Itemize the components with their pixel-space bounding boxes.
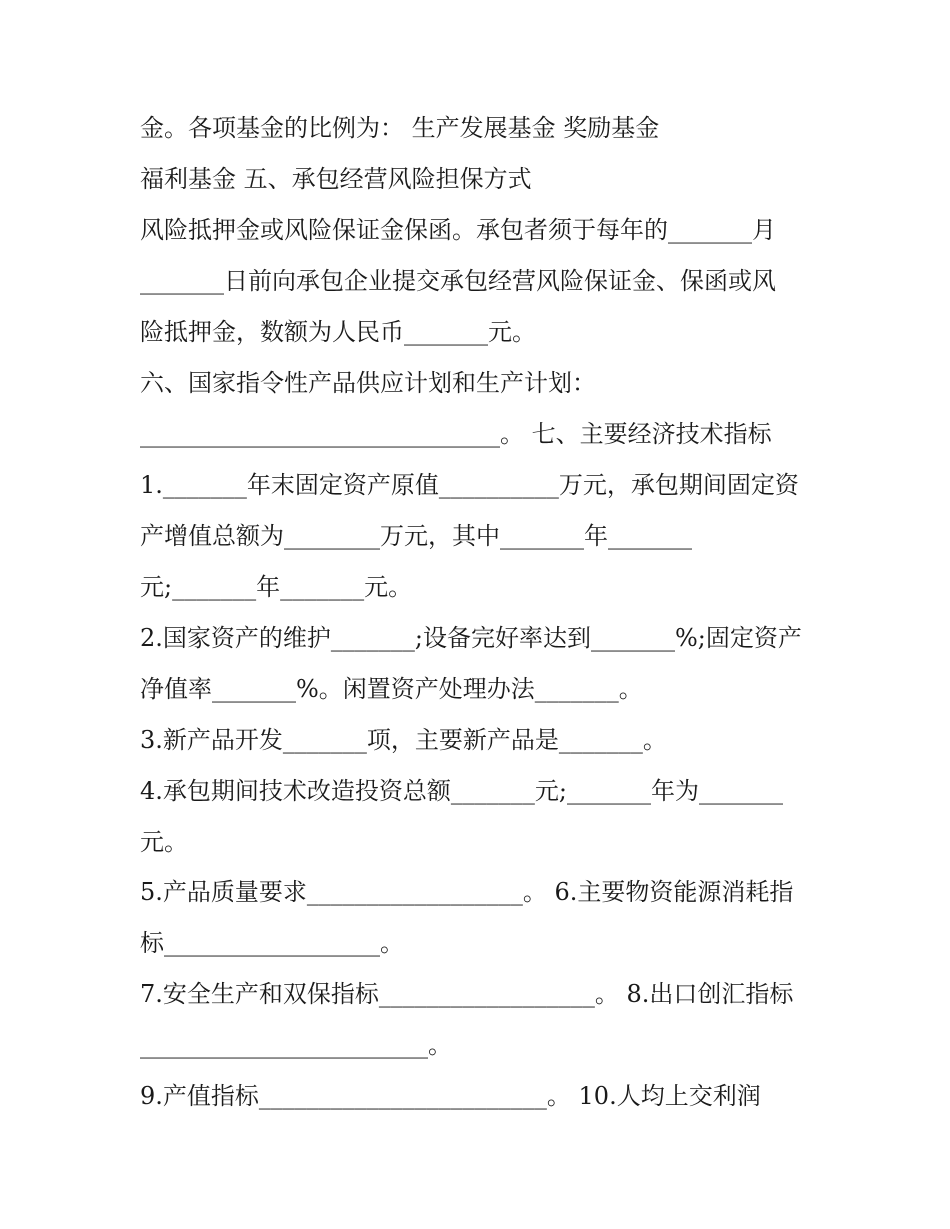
text-line-19: ________________________。: [140, 1031, 452, 1059]
text-line-10: 元;_______年_______元。: [140, 573, 413, 601]
text-line-5: 险抵押金，数额为人民币_______元。: [140, 318, 536, 346]
text-line-9: 产增值总额为________万元，其中_______年_______: [140, 522, 692, 550]
text-line-15: 元。: [140, 828, 188, 856]
text-line-11: 2.国家资产的维护_______;设备完好率达到_______%;固定资产: [140, 624, 802, 652]
text-line-16: 5.产品质量要求__________________。 6.主要物资能源消耗指: [140, 878, 794, 906]
text-line-4: _______日前向承包企业提交承包经营风险保证金、保函或风: [140, 267, 776, 295]
text-line-13: 3.新产品开发_______项，主要新产品是_______。: [140, 726, 667, 754]
text-line-6: 六、国家指令性产品供应计划和生产计划：: [140, 369, 596, 397]
text-line-20: 9.产值指标________________________。 10.人均上交利润: [140, 1082, 761, 1110]
text-line-3: 风险抵押金或风险保证金保函。承包者须于每年的_______月: [140, 216, 776, 244]
text-line-12: 净值率_______%。闲置资产处理办法_______。: [140, 675, 643, 703]
text-line-7: ______________________________。 七、主要经济技术指标: [140, 420, 772, 448]
text-line-2: 福利基金 五、承包经营风险担保方式: [140, 165, 532, 193]
text-line-1: 金。各项基金的比例为： 生产发展基金 奖励基金: [140, 114, 660, 142]
text-line-18: 7.安全生产和双保指标__________________。 8.出口创汇指标: [140, 980, 794, 1008]
text-line-14: 4.承包期间技术改造投资总额_______元;_______年为_______: [140, 777, 783, 805]
text-line-17: 标__________________。: [140, 929, 404, 957]
text-line-8: 1._______年末固定资产原值__________万元，承包期间固定资: [140, 471, 799, 499]
